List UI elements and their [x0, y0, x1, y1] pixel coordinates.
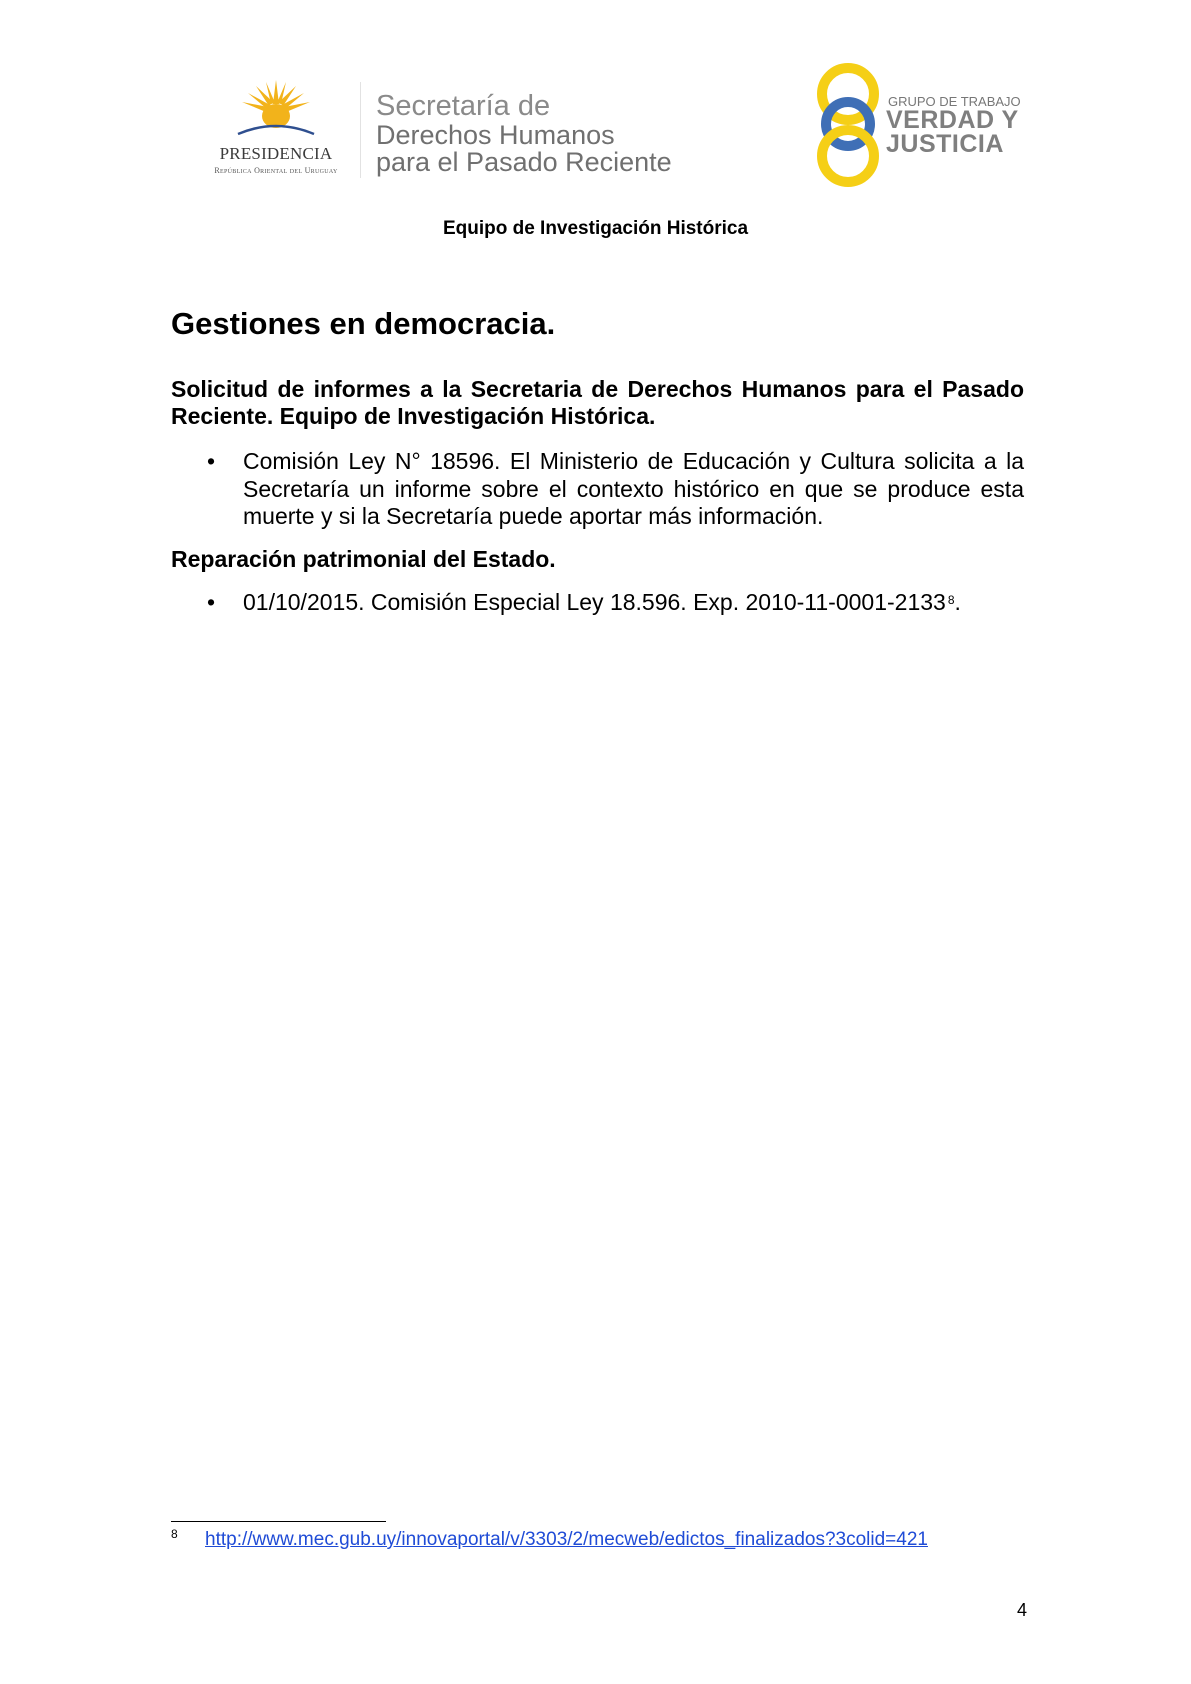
team-header: Equipo de Investigación Histórica: [442, 218, 749, 239]
verdad-justicia-logo: [812, 62, 1022, 188]
bullet-icon: •: [207, 589, 216, 615]
list-item-text: 01/10/2015. Comisión Especial Ley 18.596. Exp. 2010-11-0001-2133: [243, 589, 946, 615]
verdad-label: VERDAD Y: [886, 106, 1019, 134]
rings-emblem-icon: [812, 62, 884, 188]
sun-emblem-icon: [236, 78, 316, 148]
list-item-text: Comisión Ley N° 18596. El Ministerio de Educación y Cultura solicita a la Secretaría un informe sobre el contexto histórico en que se produce esta muerte y si la Secretaría puede aportar más información.: [243, 448, 1024, 529]
section-heading-solicitud: Solicitud de informes a la Secretaria de Derechos Humanos para el Pasado Reciente. Equipo de Investigación Histórica.: [171, 376, 1024, 429]
secretaria-line-2: Derechos Humanos: [376, 120, 615, 150]
footnote-link[interactable]: http://www.mec.gub.uy/innovaportal/v/3303/2/mecweb/edictos_finalizados?3colid=421: [205, 1529, 928, 1550]
list-item: [171, 589, 1024, 617]
list-item-text-wrapper: [243, 589, 1024, 617]
list-item: [171, 448, 1024, 532]
footnote-reference[interactable]: 8: [947, 593, 955, 607]
page-number: 4: [1017, 1600, 1028, 1620]
presidencia-logo: [196, 78, 356, 178]
header-divider: [360, 82, 361, 178]
page-title: Gestiones en democracia.: [171, 306, 556, 341]
section-heading-reparacion: Reparación patrimonial del Estado.: [171, 546, 556, 572]
bullet-icon: •: [207, 448, 216, 474]
presidencia-name: PRESIDENCIA: [219, 144, 333, 163]
presidencia-subtitle: República Oriental del Uruguay: [214, 166, 338, 175]
secretaria-line-1: Secretaría de: [376, 90, 551, 122]
footnote-number: 8: [171, 1527, 178, 1541]
justicia-label: JUSTICIA: [886, 130, 1004, 158]
footnote-divider: [171, 1521, 386, 1522]
list-item-end: .: [954, 589, 961, 615]
secretaria-line-3: para el Pasado Reciente: [376, 147, 672, 177]
grupo-trabajo-label: GRUPO DE TRABAJO: [888, 94, 1021, 109]
